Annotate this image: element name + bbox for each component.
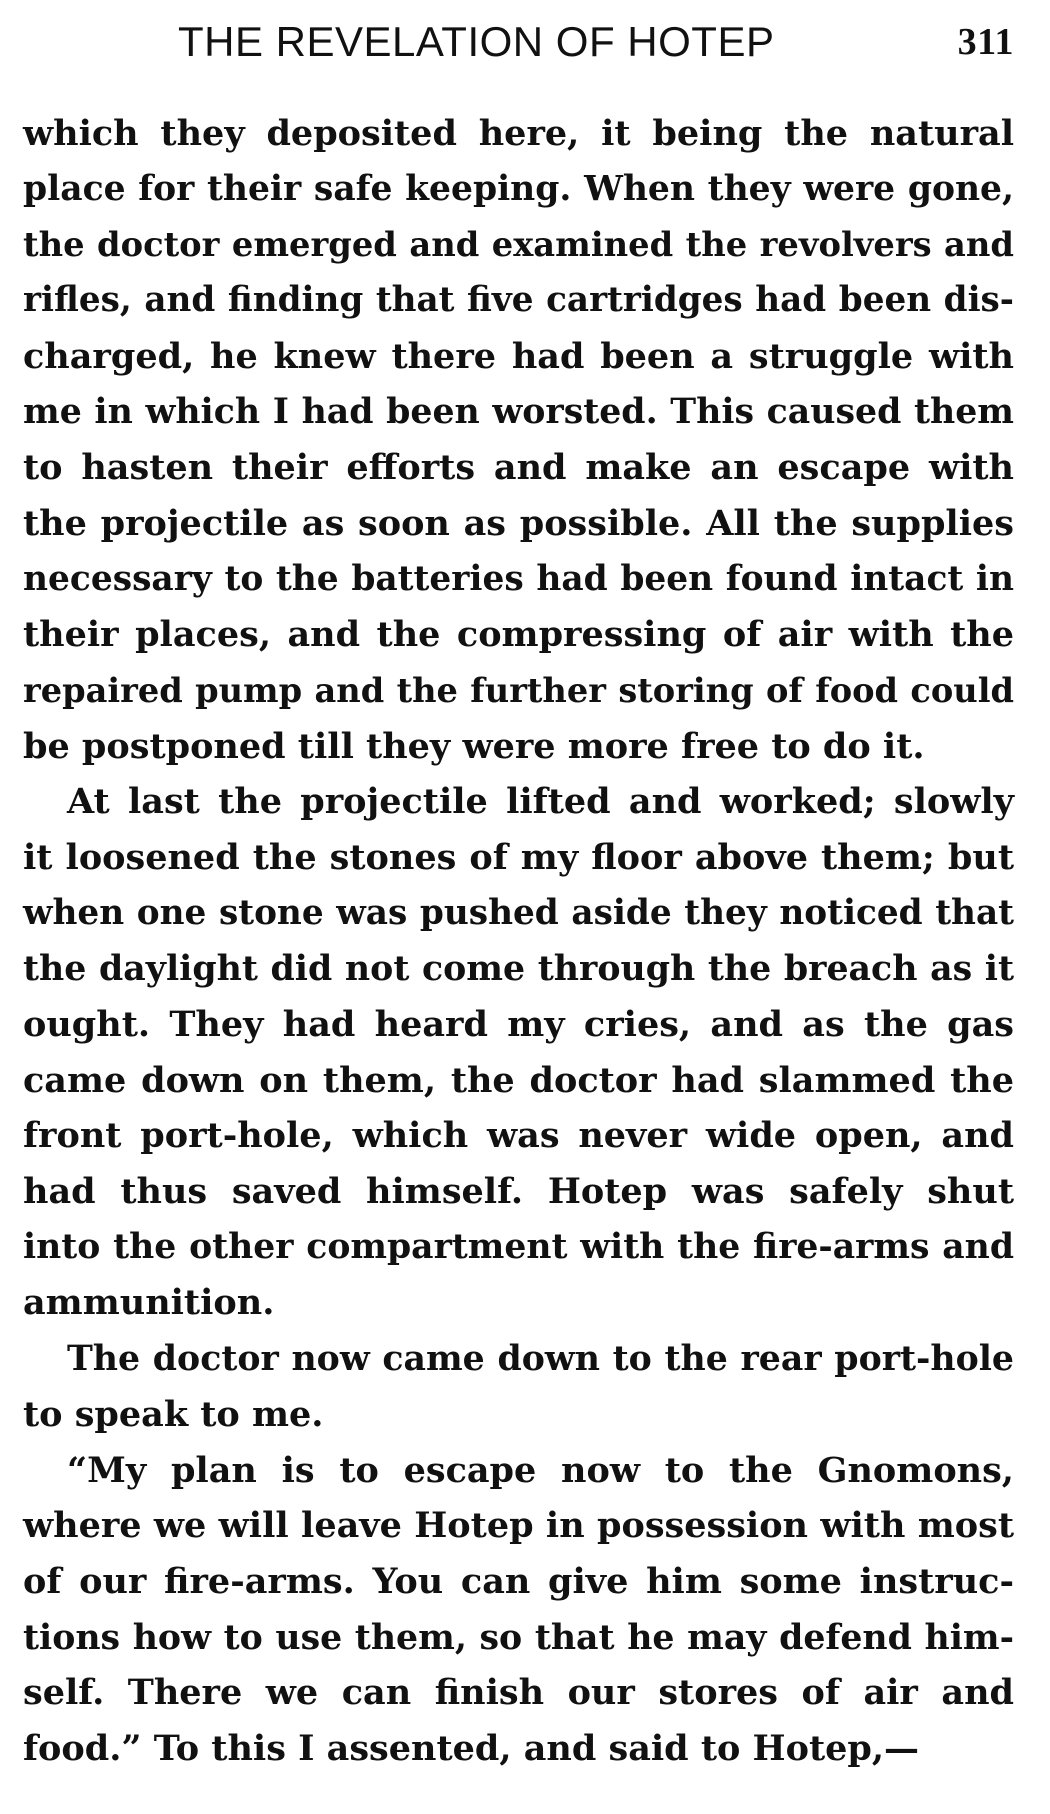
- text-line: necessary to the batteries had been found intact in: [23, 558, 1014, 599]
- text-line: it loosened the stones of my floor above them; but: [23, 836, 1014, 878]
- text-line: tions how to use them, so that he may defend him-: [23, 1616, 1014, 1658]
- text-line: self. There we can finish our stores of air and: [23, 1672, 1014, 1714]
- text-line: “My plan is to escape now to the Gnomons,: [67, 1449, 1014, 1491]
- body-text: [23, 106, 1014, 1777]
- paragraph-4: [23, 1443, 1014, 1777]
- text-line: to speak to me.: [23, 1393, 324, 1435]
- text-line: came down on them, the doctor had slammed the: [23, 1059, 1014, 1101]
- text-line: food.” To this I assented, and said to Hotep,—: [23, 1727, 920, 1769]
- text-line: ammunition.: [23, 1282, 275, 1324]
- text-line: front port-hole, which was never wide open, and: [23, 1115, 1014, 1157]
- paragraph-1: [23, 106, 1014, 774]
- text-line: rifles, and finding that five cartridges had been dis-: [23, 280, 1014, 321]
- running-head: [24, 14, 1014, 70]
- text-line: the daylight did not come through the breach as it: [23, 948, 1014, 990]
- text-line: to hasten their efforts and make an escape with: [23, 447, 1014, 489]
- text-line: ought. They had heard my cries, and as the gas: [23, 1004, 1014, 1045]
- text-line: of our fire-arms. You can give him some instruc-: [23, 1560, 1014, 1602]
- text-line: At last the projectile lifted and worked; slowly: [67, 781, 1014, 823]
- paragraph-2: [23, 774, 1014, 1331]
- text-line: be postponed till they were more free to do it.: [23, 725, 925, 767]
- text-line: The doctor now came down to the rear port-hole: [67, 1338, 1014, 1380]
- text-line: into the other compartment with the fire-arms and: [23, 1226, 1014, 1267]
- text-line: had thus saved himself. Hotep was safely shut: [23, 1171, 1014, 1213]
- text-line: repaired pump and the further storing of food could: [23, 669, 1014, 710]
- text-line: charged, he knew there had been a struggle with: [23, 335, 1014, 377]
- text-line: when one stone was pushed aside they noticed that: [23, 892, 1014, 933]
- text-line: the projectile as soon as possible. All the supplies: [23, 502, 1014, 544]
- text-line: which they deposited here, it being the natural: [23, 113, 1014, 154]
- text-line: place for their safe keeping. When they were gone,: [23, 168, 1014, 209]
- text-line: where we will leave Hotep in possession with most: [23, 1505, 1014, 1547]
- running-title: THE REVELATION OF HOTEP: [178, 18, 775, 65]
- page-number: 311: [957, 21, 1014, 63]
- text-line: their places, and the compressing of air with the: [23, 614, 1014, 656]
- text-line: me in which I had been worsted. This caused them: [23, 391, 1014, 433]
- text-line: the doctor emerged and examined the revolvers and: [23, 224, 1014, 265]
- paragraph-3: [23, 1331, 1014, 1442]
